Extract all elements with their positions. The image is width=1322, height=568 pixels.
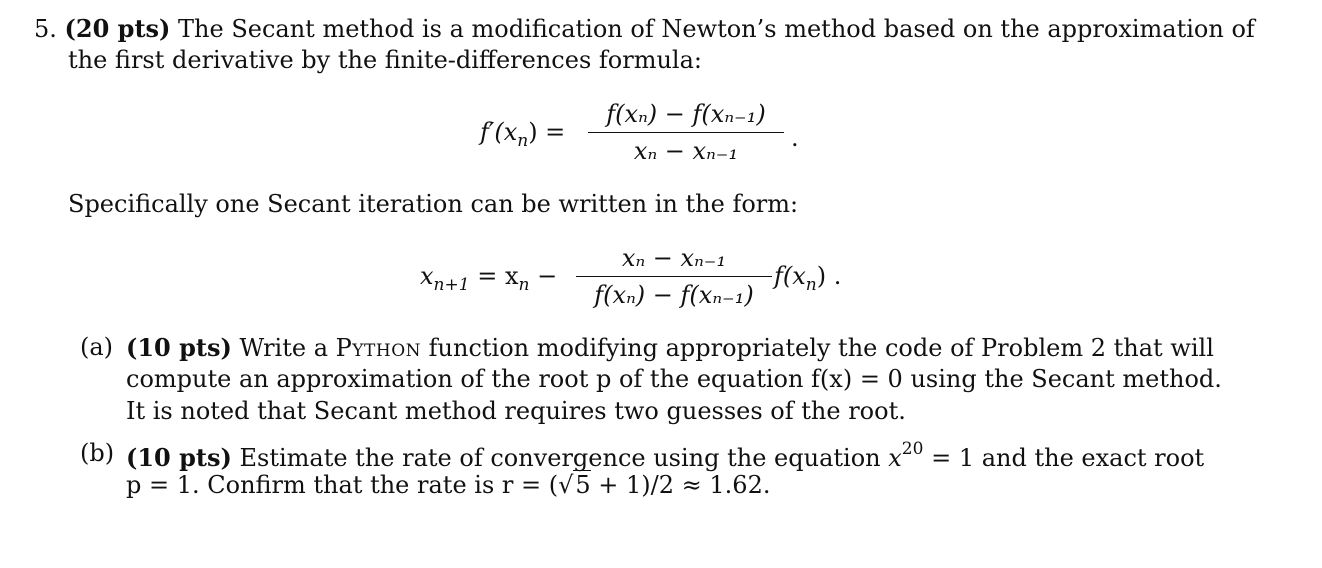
problem-intro-line1: The Secant method is a modification of Newton’s method based on the approximation of [178,15,1255,43]
problem-points: (20 pts) [64,14,171,43]
part-a-line1: (10 pts) Write a Python function modifying appropriately the code of Problem 2 that will [126,333,1214,362]
equation1-lhs: $f'(x_n)$ = [480,118,566,151]
equation1-denominator: xₙ − xₙ₋₁ [633,137,739,166]
equation1-period: . [791,124,799,152]
part-b-points: (10 pts) [126,443,232,472]
part-a-label: (a) [80,333,114,361]
part-a-line2: compute an approximation of the root p of the equation f(x) = 0 using the Secant method. [126,365,1222,393]
equation2-denominator: f(xₙ) − f(xₙ₋₁) [594,281,754,310]
equation1-fraction [588,100,784,165]
part-b-line2: p = 1. Confirm that the rate is r = (√5 + 1)/2 ≈ 1.62. [126,471,771,499]
problem-number: 5. [34,15,57,43]
problem-header [34,14,1255,43]
part-a-points: (10 pts) [126,333,232,362]
equation2-suffix: $f(x_n)$ . [774,262,842,295]
equation1-fraction-bar [588,132,784,133]
part-a-line3: It is noted that Secant method requires two guesses of the root. [126,397,906,425]
middle-text: Specifically one Secant iteration can be written in the form: [68,190,799,218]
problem-intro-line2: the first derivative by the finite-differences formula: [68,46,702,74]
equation1-numerator: f(xₙ) − f(xₙ₋₁) [606,100,766,128]
equation2-numerator: xₙ − xₙ₋₁ [621,244,727,272]
equation2-lhs: $x_{n+1} = x_n$ − [420,262,558,295]
python-label: Python [335,334,422,362]
part-b-line1: (10 pts) Estimate the rate of convergence using the equation $x^{20} = 1$ and the exact root [126,439,1205,472]
part-b-label: (b) [80,439,115,467]
equation2-fraction-bar [576,276,772,277]
equation2-fraction [576,244,772,309]
